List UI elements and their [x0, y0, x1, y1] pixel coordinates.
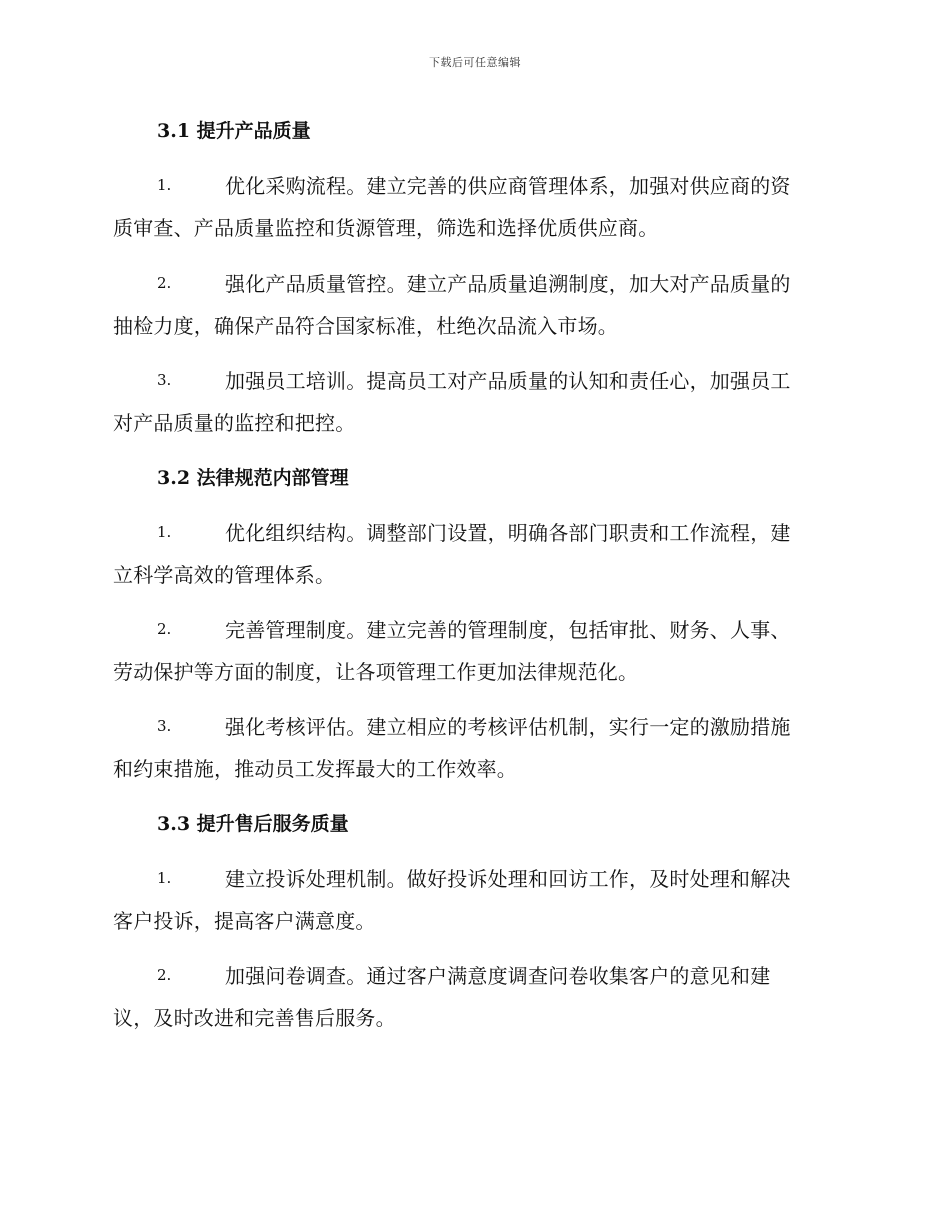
list-number: 2. [157, 966, 172, 984]
page-header-note: 下载后可任意编辑 [429, 56, 521, 69]
section-heading: 3.3 提升售后服务质量 [157, 813, 349, 835]
section-heading: 3.1 提升产品质量 [157, 120, 311, 142]
list-item-line: 加强员工培训。提高员工对产品质量的认知和责任心，加强员工 [225, 369, 791, 393]
list-item-line: 劳动保护等方面的制度，让各项管理工作更加法律规范化。 [113, 660, 639, 684]
list-number: 3. [157, 371, 172, 389]
list-number: 1. [157, 869, 172, 887]
list-item-line: 建立投诉处理机制。做好投诉处理和回访工作，及时处理和解决 [225, 867, 791, 891]
list-item-line: 对产品质量的监控和把控。 [113, 411, 356, 435]
list-number: 2. [157, 620, 172, 638]
list-item-line: 抽检力度，确保产品符合国家标准，杜绝次品流入市场。 [113, 314, 618, 338]
list-item-line: 强化产品质量管控。建立产品质量追溯制度，加大对产品质量的 [225, 272, 791, 296]
list-number: 2. [157, 274, 172, 292]
list-number: 1. [157, 523, 172, 541]
list-item-line: 优化采购流程。建立完善的供应商管理体系，加强对供应商的资 [225, 174, 791, 198]
list-item-line: 和约束措施，推动员工发挥最大的工作效率。 [113, 757, 517, 781]
section-heading: 3.2 法律规范内部管理 [157, 467, 349, 489]
list-number: 3. [157, 717, 172, 735]
list-item-line: 加强问卷调查。通过客户满意度调查问卷收集客户的意见和建 [225, 964, 771, 988]
list-item-line: 完善管理制度。建立完善的管理制度，包括审批、财务、人事、 [225, 618, 791, 642]
list-item-line: 强化考核评估。建立相应的考核评估机制，实行一定的激励措施 [225, 715, 791, 739]
list-item-line: 客户投诉，提高客户满意度。 [113, 909, 376, 933]
list-item-line: 立科学高效的管理体系。 [113, 563, 336, 587]
list-item-line: 议，及时改进和完善售后服务。 [113, 1006, 396, 1030]
list-item-line: 优化组织结构。调整部门设置，明确各部门职责和工作流程，建 [225, 521, 791, 545]
list-item-line: 质审查、产品质量监控和货源管理，筛选和选择优质供应商。 [113, 216, 659, 240]
list-number: 1. [157, 176, 172, 194]
